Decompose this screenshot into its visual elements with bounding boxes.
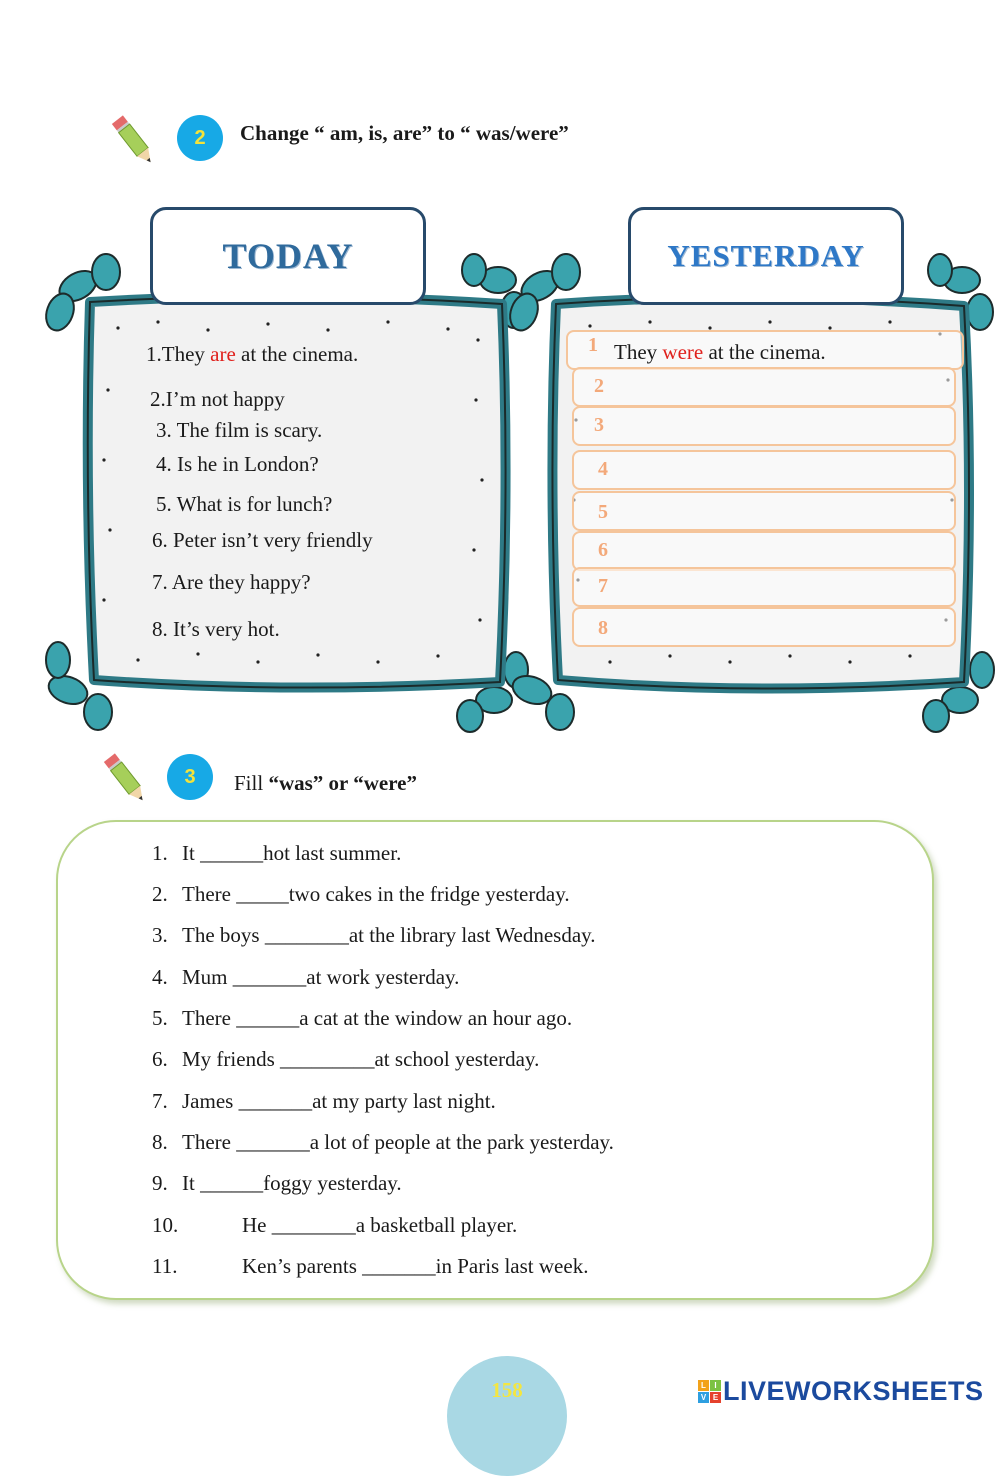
answer-number: 3 (594, 414, 604, 436)
yesterday-label: YESTERDAY (667, 238, 865, 273)
today-label-box (150, 207, 426, 305)
fill-item-5[interactable]: 5. There ______a cat at the window an hour ago. (152, 1006, 573, 1030)
fill-item-8[interactable]: 8. There _______a lot of people at the park yesterday. (152, 1130, 614, 1154)
answer-number: 5 (598, 501, 608, 523)
section-2-number: 2 (177, 115, 223, 161)
section-2-title: Change “ am, is, are” to “ was/were” (240, 121, 569, 145)
answer-number: 7 (598, 575, 608, 597)
fill-item-6[interactable]: 6. My friends _________at school yesterday. (152, 1047, 540, 1071)
section-3-title: Fill “was” or “were” (234, 771, 417, 795)
fill-item-4[interactable]: 4. Mum _______at work yesterday. (152, 965, 460, 989)
yesterday-example-row (566, 330, 964, 370)
pencil-icon (100, 750, 152, 808)
today-label: TODAY (222, 236, 354, 276)
answer-field-3[interactable] (572, 406, 956, 446)
answer-number: 6 (598, 539, 608, 561)
liveworksheets-logo (698, 1376, 984, 1407)
page-number: 158 (447, 1356, 567, 1476)
fill-item-10[interactable]: 10. He ________a basketball player. (152, 1213, 518, 1237)
answer-number: 8 (598, 617, 608, 639)
yesterday-example-text: They were at the cinema. (614, 340, 826, 364)
today-item-3: 3. The film is scary. (156, 418, 323, 442)
today-item-1: 1.They are at the cinema. (146, 342, 359, 366)
today-item-2: 2.I’m not happy (150, 387, 285, 411)
answer-field-2[interactable] (572, 367, 956, 407)
section-3-number: 3 (167, 754, 213, 800)
fill-item-9[interactable]: 9. It ______foggy yesterday. (152, 1171, 402, 1195)
answer-field-8[interactable] (572, 607, 956, 647)
answer-field-4[interactable] (572, 450, 956, 490)
fill-item-11[interactable]: 11. Ken’s parents _______in Paris last week. (152, 1254, 589, 1278)
yesterday-label-box (628, 207, 904, 305)
answer-number: 4 (598, 458, 608, 480)
answer-number-1: 1 (588, 334, 598, 356)
today-item-7: 7. Are they happy? (152, 570, 311, 594)
today-item-6: 6. Peter isn’t very friendly (152, 528, 373, 552)
today-item-4: 4. Is he in London? (156, 452, 319, 476)
fill-item-1[interactable]: 1. It ______hot last summer. (152, 841, 402, 865)
pencil-icon (108, 112, 160, 170)
today-item-5: 5. What is for lunch? (156, 492, 333, 516)
fill-item-2[interactable]: 2. There _____two cakes in the fridge yesterday. (152, 882, 570, 906)
answer-number: 2 (594, 375, 604, 397)
fill-item-7[interactable]: 7. James _______at my party last night. (152, 1089, 496, 1113)
liveworksheets-logo-icon: L I V E (698, 1380, 721, 1403)
liveworksheets-brand: LIVEWORKSHEETS (723, 1376, 984, 1406)
answer-field-5[interactable] (572, 491, 956, 531)
today-item-8: 8. It’s very hot. (152, 617, 280, 641)
fill-item-3[interactable]: 3. The boys ________at the library last Wednesday. (152, 923, 596, 947)
answer-field-7[interactable] (572, 567, 956, 607)
answer-field-6[interactable] (572, 531, 956, 571)
